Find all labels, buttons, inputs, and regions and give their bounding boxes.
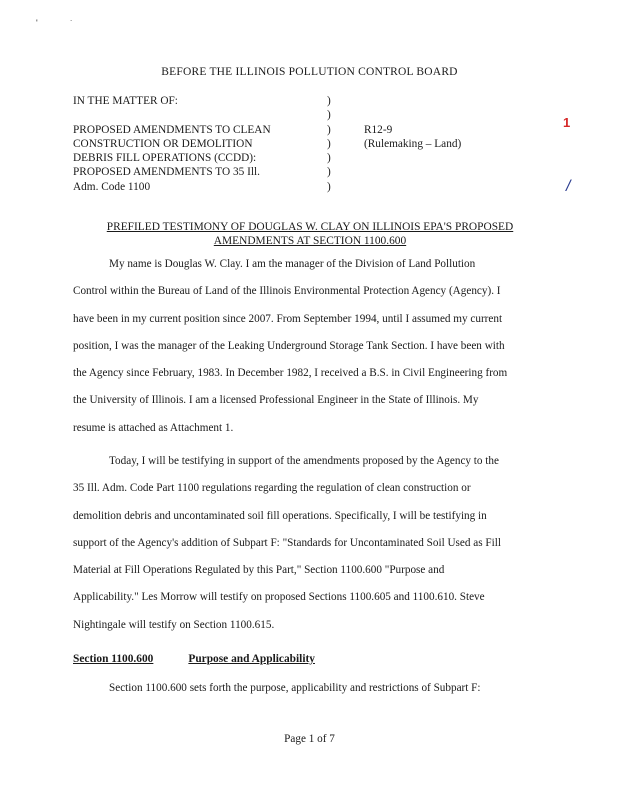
paragraph-line: Nightingale will testify on Section 1100.615. <box>73 618 275 631</box>
margin-mark-blue: / <box>566 178 571 195</box>
docket-type: (Rulemaking – Land) <box>364 137 462 150</box>
page-number: Page 1 of 7 <box>284 733 335 745</box>
paragraph-line: resume is attached as Attachment 1. <box>73 421 234 434</box>
section-title: Purpose and Applicability <box>188 653 315 665</box>
paragraph-line: the University of Illinois. I am a licensed Professional Engineer in the State of Illinois. My <box>73 394 479 407</box>
paragraph-section-purpose <box>73 682 549 709</box>
caption-line: Adm. Code 1100 <box>73 180 151 193</box>
paragraph-line: Control within the Bureau of Land of the Illinois Environmental Protection Agency (Agency). I <box>73 285 501 298</box>
paragraph-line: Section 1100.600 sets forth the purpose, applicability and restrictions of Subpart F: <box>109 682 481 694</box>
paragraph-line: Today, I will be testifying in support of the amendments proposed by the Agency to the <box>109 455 499 467</box>
paragraph-line: demolition debris and uncontaminated soil fill operations. Specifically, I will be testifying in <box>73 509 487 522</box>
caption-paren: ) <box>327 95 331 107</box>
caption-line: IN THE MATTER OF: <box>73 95 178 107</box>
margin-mark-red: 1 <box>563 115 571 130</box>
paragraph-testimony-scope <box>73 455 549 646</box>
paragraph-line: My name is Douglas W. Clay. I am the manager of the Division of Land Pollution <box>109 258 476 270</box>
caption-right-line <box>364 108 524 122</box>
caption-line: CONSTRUCTION OR DEMOLITION <box>73 137 253 150</box>
caption-docket <box>364 94 524 194</box>
testimony-title-line: AMENDMENTS AT SECTION 1100.600 <box>213 235 407 247</box>
caption-parens <box>327 94 339 194</box>
testimony-title <box>70 220 550 248</box>
caption-right-line <box>364 94 524 108</box>
testimony-title-line: PREFILED TESTIMONY OF DOUGLAS W. CLAY ON ILLINOIS EPA'S PROPOSED <box>106 221 514 233</box>
paragraph-line: have been in my current position since 2007. From September 1994, until I assumed my current <box>73 312 503 325</box>
caption-paren: ) <box>327 152 331 165</box>
caption-right-line <box>364 180 524 194</box>
paragraph-line: Material at Fill Operations Regulated by this Part," Section 1100.600 "Purpose and <box>73 564 445 577</box>
scan-mark: . <box>70 14 73 23</box>
paragraph-line: the Agency since February, 1983. In December 1982, I received a B.S. in Civil Engineering from <box>73 367 508 380</box>
caption-paren: ) <box>327 109 331 122</box>
paragraph-introduction <box>73 258 549 449</box>
caption-line <box>73 108 323 122</box>
paragraph-line: Applicability." Les Morrow will testify on proposed Sections 1100.605 and 1100.610. Steve <box>73 591 485 604</box>
caption-paren: ) <box>327 180 331 193</box>
paragraph-line: support of the Agency's addition of Subpart F: "Standards for Uncontaminated Soil Used as Fill <box>73 536 501 549</box>
scan-mark: ' <box>36 18 38 28</box>
caption-paren: ) <box>327 137 331 150</box>
caption-line: DEBRIS FILL OPERATIONS (CCDD): <box>73 152 257 165</box>
paragraph-line: position, I was the manager of the Leaking Underground Storage Tank Section. I have been with <box>73 339 505 352</box>
board-title: BEFORE THE ILLINOIS POLLUTION CONTROL BOARD <box>161 66 458 78</box>
caption-matter <box>73 94 323 194</box>
docket-number: R12-9 <box>364 123 393 136</box>
section-number: Section 1100.600 <box>73 653 154 665</box>
caption-paren: ) <box>327 166 331 179</box>
caption-right-line <box>364 165 524 179</box>
paragraph-line: 35 Ill. Adm. Code Part 1100 regulations regarding the regulation of clean construction or <box>73 482 471 495</box>
caption-line: PROPOSED AMENDMENTS TO 35 Ill. <box>73 166 260 179</box>
caption-line: PROPOSED AMENDMENTS TO CLEAN <box>73 123 271 136</box>
caption-paren: ) <box>327 123 331 136</box>
section-heading <box>73 653 315 665</box>
caption-right-line <box>364 151 524 165</box>
